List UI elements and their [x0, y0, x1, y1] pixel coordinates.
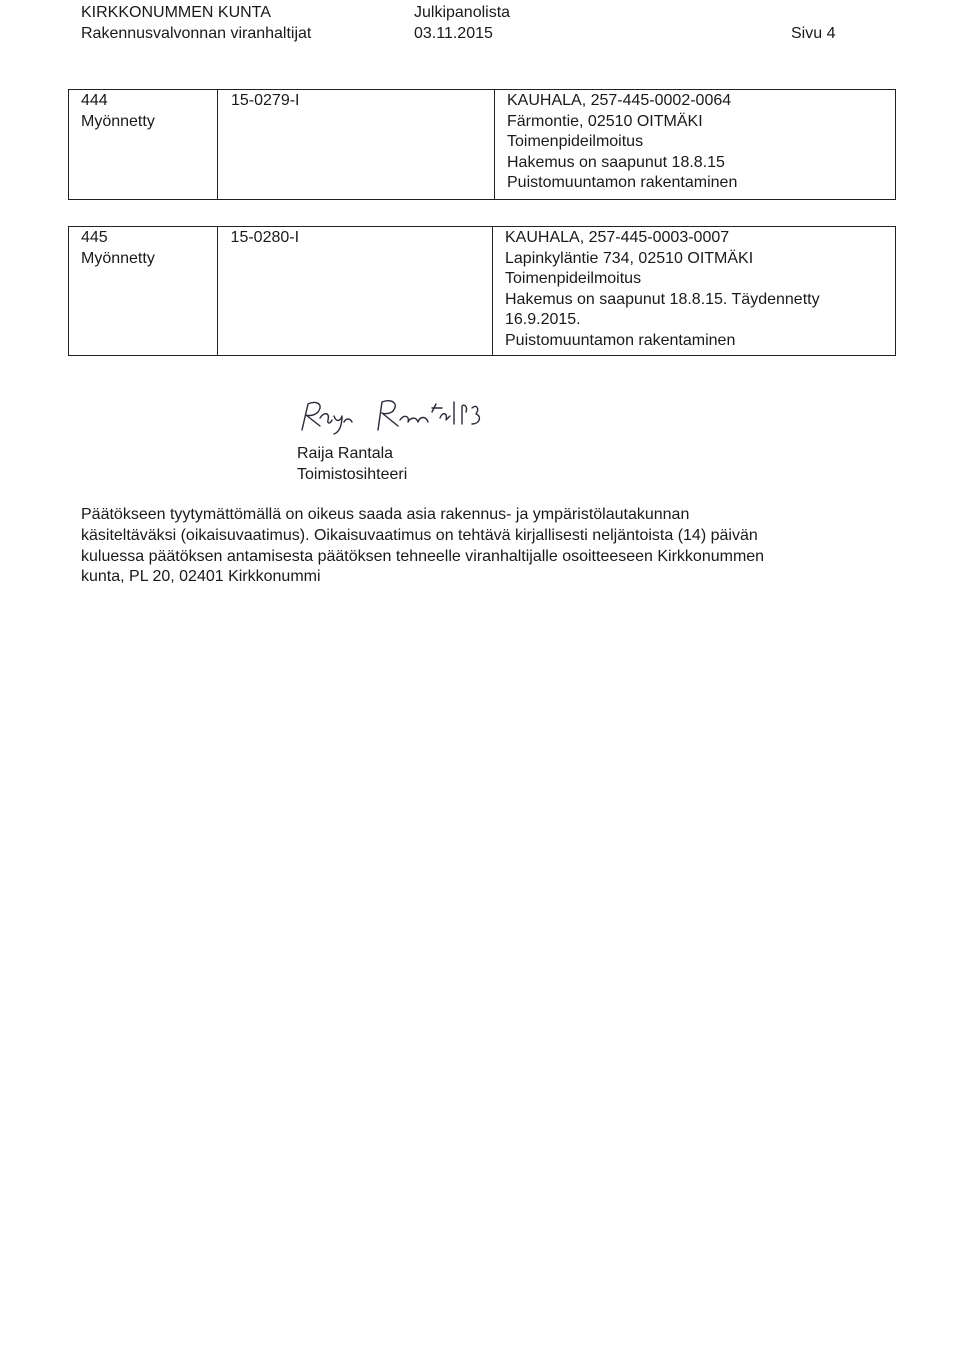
procedure-type: Toimenpideilmoitus — [507, 133, 644, 150]
address: Lapinkyläntie 734, 02510 OITMÄKI — [505, 249, 754, 267]
record-status: Myönnetty — [81, 112, 155, 130]
address: Färmontie, 02510 OITMÄKI — [507, 112, 703, 130]
record-details-cell — [493, 227, 896, 356]
procedure-type: Toimenpideilmoitus — [505, 270, 642, 287]
permit-record-table — [68, 89, 896, 200]
application-received: Hakemus on saapunut 18.8.15 — [507, 153, 725, 171]
appeal-notice-line: Päätökseen tyytymättömällä on oikeus saada asia rakennus- ja ympäristölautakunnan — [81, 506, 690, 523]
application-received: Hakemus on saapunut 18.8.15. Täydennetty 16.9.2015. — [505, 290, 820, 328]
department-name: Rakennusvalvonnan viranhaltijat — [81, 25, 312, 42]
appeal-notice — [81, 505, 881, 588]
project-description: Puistomuuntamon rakentaminen — [505, 331, 736, 349]
permit-record-table — [68, 226, 896, 356]
list-date: 03.11.2015 — [414, 25, 493, 42]
record-status: Myönnetty — [81, 249, 155, 267]
signer-title: Toimistosihteeri — [297, 465, 408, 483]
table-row — [69, 90, 896, 200]
permit-id: 15-0280-I — [230, 229, 300, 246]
page-number — [791, 23, 835, 44]
handwritten-signature — [296, 394, 522, 438]
signer-name: Raija Rantala — [297, 445, 394, 462]
permit-id-cell — [218, 90, 495, 200]
page-label: Sivu 4 — [791, 25, 836, 42]
record-number: 445 — [81, 229, 108, 246]
record-details-cell — [495, 90, 896, 200]
appeal-notice-line: kunta, PL 20, 02401 Kirkkonummi — [81, 568, 321, 586]
list-title: Julkipanolista — [414, 4, 511, 21]
record-number: 444 — [81, 92, 108, 109]
signer-block — [297, 444, 407, 485]
property-id: KAUHALA, 257-445-0003-0007 — [505, 229, 730, 246]
record-number-cell — [69, 227, 218, 356]
project-description: Puistomuuntamon rakentaminen — [507, 174, 738, 191]
header-organization-block — [81, 2, 311, 44]
header-list-block — [414, 2, 510, 44]
property-id: KAUHALA, 257-445-0002-0064 — [507, 92, 732, 109]
appeal-notice-line: käsiteltäväksi (oikaisuvaatimus). Oikaisuvaatimus on tehtävä kirjallisesti neljäntoista (14) päivän — [81, 526, 758, 544]
organization-name: KIRKKONUMMEN KUNTA — [81, 4, 271, 21]
appeal-notice-line: kuluessa päätöksen antamisesta päätöksen tehneelle viranhaltijalle osoitteeseen Kirkkonummen — [81, 547, 765, 565]
permit-id-cell — [217, 227, 492, 356]
permit-id: 15-0279-I — [231, 92, 300, 109]
record-number-cell — [69, 90, 218, 200]
table-row — [69, 227, 896, 356]
